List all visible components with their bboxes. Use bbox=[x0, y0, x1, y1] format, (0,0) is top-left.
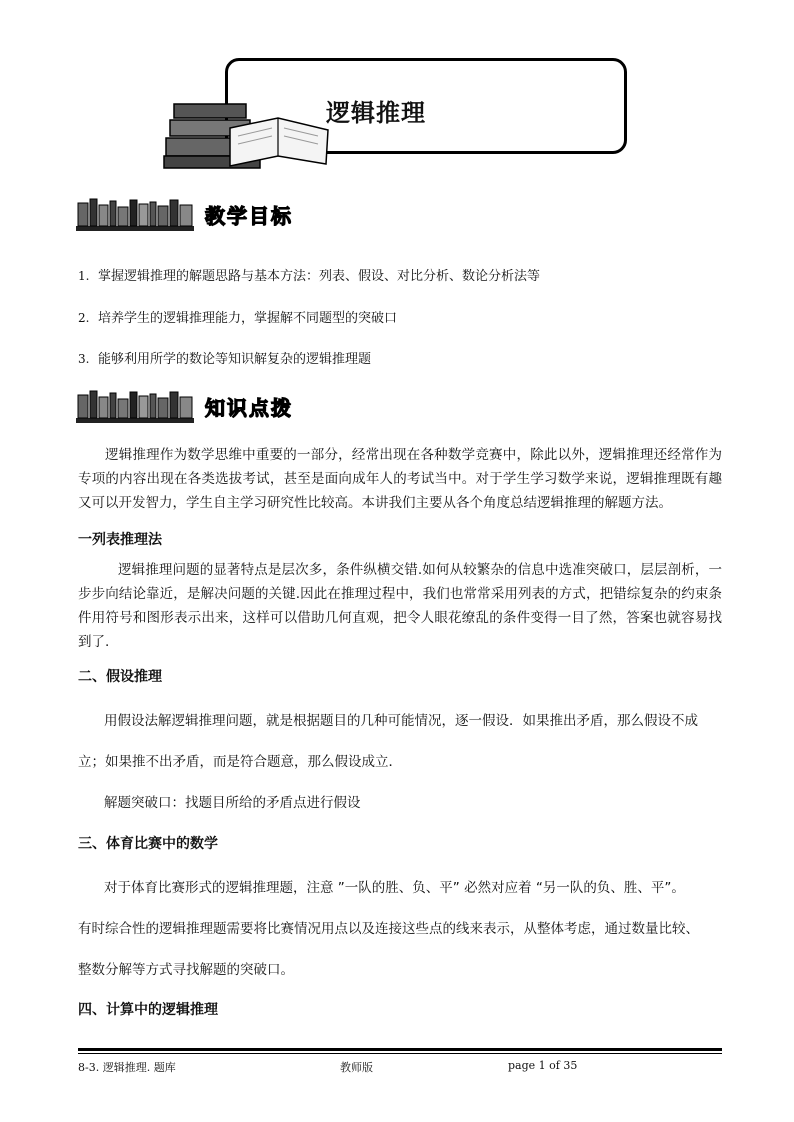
section-heading: 三、体育比赛中的数学 bbox=[78, 836, 218, 852]
footer-rule bbox=[78, 1048, 722, 1051]
bookshelf-icon bbox=[76, 197, 194, 231]
paragraph-line: 用假设法解逻辑推理问题，就是根据题目的几种可能情况，逐一假设．如果推出矛盾，那么假设不成 bbox=[104, 713, 698, 729]
footer-rule-thin bbox=[78, 1053, 722, 1054]
list-item: 1. 掌握逻辑推理的解题思路与基本方法：列表、假设、对比分析、数论分析法等 bbox=[78, 269, 541, 284]
footer-center: 教师版 bbox=[340, 1061, 373, 1074]
section-label-knowledge: 知识点拨 bbox=[205, 396, 293, 420]
books-illustration bbox=[160, 100, 335, 170]
paragraph-line: 有时综合性的逻辑推理题需要将比赛情况用点以及连接这些点的线来表示，从整体考虑，通过数量比较、 bbox=[78, 921, 699, 937]
list-item: 2. 培养学生的逻辑推理能力，掌握解不同题型的突破口 bbox=[78, 311, 398, 326]
section-heading: 四、计算中的逻辑推理 bbox=[78, 1002, 218, 1018]
page-title: 逻辑推理 bbox=[326, 99, 426, 127]
footer-left: 8-3. 逻辑推理. 题库 bbox=[78, 1061, 176, 1074]
section-heading: 二、假设推理 bbox=[78, 669, 162, 685]
paragraph: 逻辑推理问题的显著特点是层次多，条件纵横交错.如何从较繁杂的信息中选准突破口，层层剖析，一步步向结论靠近，是解决问题的关键.因此在推理过程中，我们也常常采用列表的方式，把错综复杂的约束条件用符号和图形表示出来，这样可以借助几何直观，把令人眼花缭乱的条件变得一目了然，答案也就容易找到了. bbox=[78, 562, 722, 650]
page-number: page 1 of 35 bbox=[508, 1059, 578, 1072]
paragraph-line: 立；如果推不出矛盾，而是符合题意，那么假设成立． bbox=[78, 754, 402, 770]
bookshelf-icon bbox=[76, 389, 194, 423]
paragraph-line: 解题突破口：找题目所给的矛盾点进行假设 bbox=[104, 795, 361, 811]
paragraph-line: 对于体育比赛形式的逻辑推理题，注意 ”一队的胜、负、平” 必然对应着 “另一队的负、胜、平”。 bbox=[104, 880, 685, 896]
section-heading: 一列表推理法 bbox=[78, 532, 162, 548]
intro-paragraph: 逻辑推理作为数学思维中重要的一部分，经常出现在各种数学竞赛中，除此以外，逻辑推理还经常作为专项的内容出现在各类选拔考试，甚至是面向成年人的考试当中。对于学生学习数学来说，逻辑推理既有趣又可以开发智力，学生自主学习研究性比较高。本讲我们主要从各个角度总结逻辑推理的解题方法。 bbox=[78, 447, 722, 511]
list-item: 3. 能够利用所学的数论等知识解复杂的逻辑推理题 bbox=[78, 352, 372, 367]
section-label-objectives: 教学目标 bbox=[205, 204, 293, 228]
paragraph-line: 整数分解等方式寻找解题的突破口。 bbox=[78, 962, 294, 978]
